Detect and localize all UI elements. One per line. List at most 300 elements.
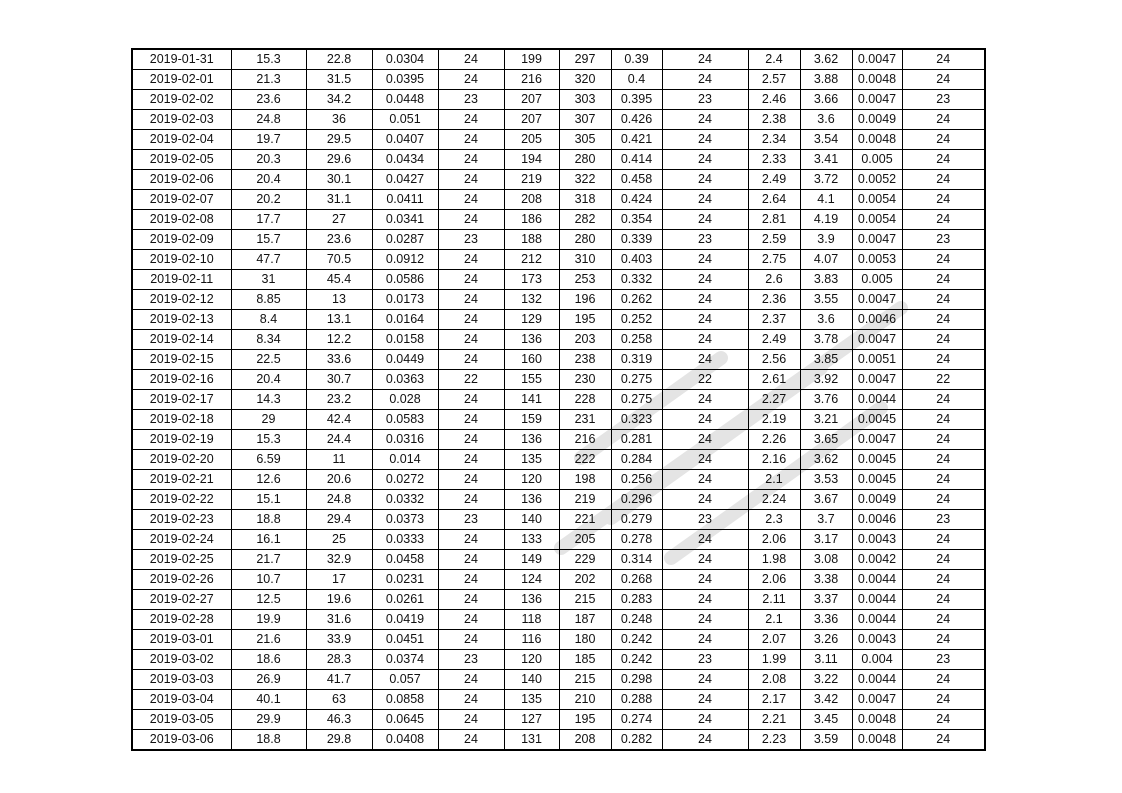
value-cell: 0.0434 [372,150,438,170]
table-row [132,690,985,710]
value-cell: 230 [559,370,611,390]
date-cell: 2019-03-03 [132,670,231,690]
value-cell: 3.88 [800,70,852,90]
value-cell: 31.5 [306,70,372,90]
value-cell: 24 [662,210,748,230]
value-cell: 20.6 [306,470,372,490]
value-cell: 24 [902,550,985,570]
value-cell: 24 [438,310,504,330]
value-cell: 199 [504,49,559,70]
value-cell: 3.17 [800,530,852,550]
value-cell: 24 [902,450,985,470]
value-cell: 18.6 [231,650,306,670]
value-cell: 22.8 [306,49,372,70]
date-cell: 2019-02-07 [132,190,231,210]
date-cell: 2019-02-12 [132,290,231,310]
value-cell: 2.36 [748,290,800,310]
value-cell: 0.0054 [852,190,902,210]
value-cell: 20.2 [231,190,306,210]
value-cell: 70.5 [306,250,372,270]
value-cell: 0.0045 [852,450,902,470]
value-cell: 0.0373 [372,510,438,530]
value-cell: 0.395 [611,90,662,110]
value-cell: 23 [662,650,748,670]
value-cell: 207 [504,90,559,110]
value-cell: 15.7 [231,230,306,250]
date-cell: 2019-02-13 [132,310,231,330]
value-cell: 17 [306,570,372,590]
value-cell: 24 [662,410,748,430]
value-cell: 0.0272 [372,470,438,490]
table-row [132,290,985,310]
value-cell: 24 [902,49,985,70]
value-cell: 140 [504,510,559,530]
value-cell: 24 [662,570,748,590]
table-row [132,310,985,330]
value-cell: 0.262 [611,290,662,310]
value-cell: 173 [504,270,559,290]
value-cell: 30.1 [306,170,372,190]
value-cell: 0.0048 [852,70,902,90]
value-cell: 124 [504,570,559,590]
value-cell: 0.0304 [372,49,438,70]
value-cell: 0.0048 [852,130,902,150]
value-cell: 24 [902,570,985,590]
value-cell: 0.332 [611,270,662,290]
value-cell: 20.3 [231,150,306,170]
value-cell: 24 [902,130,985,150]
value-cell: 31 [231,270,306,290]
data-table [131,48,986,751]
value-cell: 24 [438,530,504,550]
value-cell: 0.051 [372,110,438,130]
value-cell: 0.0046 [852,510,902,530]
value-cell: 303 [559,90,611,110]
value-cell: 0.0645 [372,710,438,730]
value-cell: 216 [559,430,611,450]
value-cell: 24 [662,350,748,370]
value-cell: 29.4 [306,510,372,530]
date-cell: 2019-02-05 [132,150,231,170]
date-cell: 2019-02-28 [132,610,231,630]
value-cell: 0.283 [611,590,662,610]
value-cell: 24 [902,250,985,270]
value-cell: 2.57 [748,70,800,90]
value-cell: 24 [902,610,985,630]
value-cell: 24 [902,530,985,550]
value-cell: 0.0044 [852,590,902,610]
value-cell: 0.39 [611,49,662,70]
value-cell: 31.6 [306,610,372,630]
value-cell: 3.62 [800,450,852,470]
value-cell: 3.37 [800,590,852,610]
value-cell: 24 [438,550,504,570]
value-cell: 212 [504,250,559,270]
value-cell: 0.0047 [852,330,902,350]
value-cell: 0.005 [852,150,902,170]
value-cell: 4.19 [800,210,852,230]
value-cell: 24 [662,470,748,490]
date-cell: 2019-03-02 [132,650,231,670]
value-cell: 24 [662,49,748,70]
value-cell: 29.6 [306,150,372,170]
value-cell: 320 [559,70,611,90]
table-row [132,130,985,150]
value-cell: 0.4 [611,70,662,90]
value-cell: 24 [662,450,748,470]
value-cell: 215 [559,670,611,690]
value-cell: 0.0047 [852,290,902,310]
value-cell: 0.0912 [372,250,438,270]
value-cell: 4.1 [800,190,852,210]
value-cell: 219 [559,490,611,510]
value-cell: 31.1 [306,190,372,210]
value-cell: 24 [438,390,504,410]
value-cell: 3.66 [800,90,852,110]
value-cell: 0.0053 [852,250,902,270]
value-cell: 3.6 [800,110,852,130]
value-cell: 0.258 [611,330,662,350]
value-cell: 205 [559,530,611,550]
value-cell: 29.9 [231,710,306,730]
value-cell: 36 [306,110,372,130]
value-cell: 0.0047 [852,90,902,110]
table-row [132,570,985,590]
date-cell: 2019-02-18 [132,410,231,430]
value-cell: 0.0427 [372,170,438,190]
value-cell: 0.0054 [852,210,902,230]
value-cell: 2.19 [748,410,800,430]
value-cell: 0.268 [611,570,662,590]
value-cell: 23 [902,650,985,670]
value-cell: 141 [504,390,559,410]
value-cell: 203 [559,330,611,350]
value-cell: 194 [504,150,559,170]
value-cell: 24 [662,430,748,450]
table-row [132,490,985,510]
value-cell: 3.45 [800,710,852,730]
value-cell: 0.458 [611,170,662,190]
value-cell: 0.0052 [852,170,902,190]
value-cell: 0.275 [611,390,662,410]
value-cell: 24 [438,70,504,90]
value-cell: 0.421 [611,130,662,150]
value-cell: 24 [438,150,504,170]
value-cell: 24 [438,590,504,610]
value-cell: 0.0332 [372,490,438,510]
value-cell: 132 [504,290,559,310]
value-cell: 24 [438,250,504,270]
value-cell: 24 [438,490,504,510]
value-cell: 0.0043 [852,530,902,550]
value-cell: 136 [504,330,559,350]
value-cell: 2.23 [748,730,800,751]
value-cell: 0.0586 [372,270,438,290]
value-cell: 297 [559,49,611,70]
value-cell: 23 [902,510,985,530]
value-cell: 2.21 [748,710,800,730]
date-cell: 2019-02-10 [132,250,231,270]
value-cell: 23 [438,510,504,530]
value-cell: 3.83 [800,270,852,290]
value-cell: 3.21 [800,410,852,430]
value-cell: 23 [438,90,504,110]
value-cell: 24 [438,690,504,710]
value-cell: 13.1 [306,310,372,330]
value-cell: 18.8 [231,730,306,751]
value-cell: 24 [902,390,985,410]
value-cell: 198 [559,470,611,490]
value-cell: 24 [902,710,985,730]
value-cell: 24 [438,290,504,310]
date-cell: 2019-02-11 [132,270,231,290]
value-cell: 131 [504,730,559,751]
value-cell: 23 [662,230,748,250]
table-row [132,150,985,170]
value-cell: 140 [504,670,559,690]
value-cell: 21.6 [231,630,306,650]
value-cell: 0.256 [611,470,662,490]
value-cell: 0.0051 [852,350,902,370]
value-cell: 0.0363 [372,370,438,390]
date-cell: 2019-02-02 [132,90,231,110]
value-cell: 202 [559,570,611,590]
value-cell: 20.4 [231,370,306,390]
value-cell: 24 [662,110,748,130]
value-cell: 0.057 [372,670,438,690]
value-cell: 24 [438,330,504,350]
value-cell: 3.62 [800,49,852,70]
value-cell: 24 [662,590,748,610]
value-cell: 18.8 [231,510,306,530]
value-cell: 2.27 [748,390,800,410]
date-cell: 2019-02-26 [132,570,231,590]
value-cell: 322 [559,170,611,190]
value-cell: 3.38 [800,570,852,590]
value-cell: 19.9 [231,610,306,630]
table-row [132,590,985,610]
value-cell: 24 [438,270,504,290]
value-cell: 3.65 [800,430,852,450]
value-cell: 24 [902,690,985,710]
value-cell: 305 [559,130,611,150]
value-cell: 307 [559,110,611,130]
value-cell: 210 [559,690,611,710]
value-cell: 24 [662,250,748,270]
value-cell: 0.414 [611,150,662,170]
value-cell: 222 [559,450,611,470]
value-cell: 0.004 [852,650,902,670]
value-cell: 27 [306,210,372,230]
value-cell: 2.08 [748,670,800,690]
value-cell: 13 [306,290,372,310]
date-cell: 2019-01-31 [132,49,231,70]
value-cell: 12.5 [231,590,306,610]
value-cell: 0.0858 [372,690,438,710]
value-cell: 24 [662,710,748,730]
value-cell: 0.279 [611,510,662,530]
value-cell: 3.08 [800,550,852,570]
value-cell: 24 [438,610,504,630]
value-cell: 0.014 [372,450,438,470]
value-cell: 136 [504,590,559,610]
value-cell: 280 [559,150,611,170]
value-cell: 24 [902,150,985,170]
value-cell: 24 [438,430,504,450]
value-cell: 0.252 [611,310,662,330]
value-cell: 159 [504,410,559,430]
value-cell: 0.0449 [372,350,438,370]
table-body [132,49,985,750]
value-cell: 0.005 [852,270,902,290]
value-cell: 0.296 [611,490,662,510]
value-cell: 2.38 [748,110,800,130]
value-cell: 120 [504,470,559,490]
value-cell: 253 [559,270,611,290]
value-cell: 0.0374 [372,650,438,670]
value-cell: 25 [306,530,372,550]
value-cell: 0.0047 [852,370,902,390]
value-cell: 8.4 [231,310,306,330]
value-cell: 0.0049 [852,490,902,510]
value-cell: 2.17 [748,690,800,710]
table-row [132,70,985,90]
value-cell: 0.0451 [372,630,438,650]
value-cell: 0.0047 [852,230,902,250]
value-cell: 24 [438,110,504,130]
value-cell: 22.5 [231,350,306,370]
value-cell: 0.288 [611,690,662,710]
value-cell: 24 [662,390,748,410]
value-cell: 63 [306,690,372,710]
value-cell: 24 [662,690,748,710]
value-cell: 24 [902,170,985,190]
date-cell: 2019-02-15 [132,350,231,370]
table-row [132,110,985,130]
date-cell: 2019-02-06 [132,170,231,190]
value-cell: 3.36 [800,610,852,630]
value-cell: 0.0046 [852,310,902,330]
date-cell: 2019-02-16 [132,370,231,390]
value-cell: 195 [559,710,611,730]
value-cell: 116 [504,630,559,650]
date-cell: 2019-03-06 [132,730,231,751]
value-cell: 2.49 [748,170,800,190]
value-cell: 0.0044 [852,670,902,690]
value-cell: 24 [438,190,504,210]
table-row [132,630,985,650]
value-cell: 3.76 [800,390,852,410]
value-cell: 15.3 [231,430,306,450]
value-cell: 215 [559,590,611,610]
value-cell: 196 [559,290,611,310]
value-cell: 0.282 [611,730,662,751]
value-cell: 24 [662,70,748,90]
value-cell: 24 [438,470,504,490]
value-cell: 2.07 [748,630,800,650]
date-cell: 2019-02-17 [132,390,231,410]
value-cell: 34.2 [306,90,372,110]
value-cell: 231 [559,410,611,430]
value-cell: 149 [504,550,559,570]
table-row [132,49,985,70]
table-row [132,330,985,350]
table-row [132,610,985,630]
value-cell: 15.3 [231,49,306,70]
value-cell: 23 [662,510,748,530]
value-cell: 160 [504,350,559,370]
value-cell: 2.1 [748,610,800,630]
value-cell: 238 [559,350,611,370]
value-cell: 0.0049 [852,110,902,130]
date-cell: 2019-02-03 [132,110,231,130]
table-row [132,650,985,670]
value-cell: 0.0458 [372,550,438,570]
table-row [132,530,985,550]
value-cell: 0.0047 [852,49,902,70]
value-cell: 24 [662,490,748,510]
value-cell: 1.99 [748,650,800,670]
value-cell: 4.07 [800,250,852,270]
value-cell: 33.9 [306,630,372,650]
value-cell: 24 [662,150,748,170]
date-cell: 2019-02-08 [132,210,231,230]
date-cell: 2019-03-05 [132,710,231,730]
value-cell: 30.7 [306,370,372,390]
value-cell: 0.0045 [852,410,902,430]
value-cell: 2.1 [748,470,800,490]
value-cell: 22 [902,370,985,390]
date-cell: 2019-02-24 [132,530,231,550]
value-cell: 24 [902,310,985,330]
date-cell: 2019-02-09 [132,230,231,250]
value-cell: 29.5 [306,130,372,150]
value-cell: 127 [504,710,559,730]
value-cell: 0.028 [372,390,438,410]
value-cell: 24 [662,330,748,350]
value-cell: 2.61 [748,370,800,390]
table-row [132,450,985,470]
value-cell: 0.339 [611,230,662,250]
value-cell: 23 [438,230,504,250]
value-cell: 2.24 [748,490,800,510]
value-cell: 24 [438,630,504,650]
value-cell: 24 [438,130,504,150]
value-cell: 3.11 [800,650,852,670]
value-cell: 2.59 [748,230,800,250]
value-cell: 0.0341 [372,210,438,230]
value-cell: 24 [902,330,985,350]
value-cell: 24 [662,130,748,150]
value-cell: 0.0411 [372,190,438,210]
value-cell: 0.0583 [372,410,438,430]
value-cell: 23 [902,230,985,250]
value-cell: 2.75 [748,250,800,270]
value-cell: 3.67 [800,490,852,510]
value-cell: 0.426 [611,110,662,130]
value-cell: 41.7 [306,670,372,690]
value-cell: 24 [902,590,985,610]
value-cell: 185 [559,650,611,670]
table-row [132,370,985,390]
value-cell: 24 [662,550,748,570]
value-cell: 3.59 [800,730,852,751]
value-cell: 0.0044 [852,570,902,590]
value-cell: 0.0261 [372,590,438,610]
value-cell: 2.64 [748,190,800,210]
value-cell: 12.6 [231,470,306,490]
value-cell: 24 [438,730,504,751]
